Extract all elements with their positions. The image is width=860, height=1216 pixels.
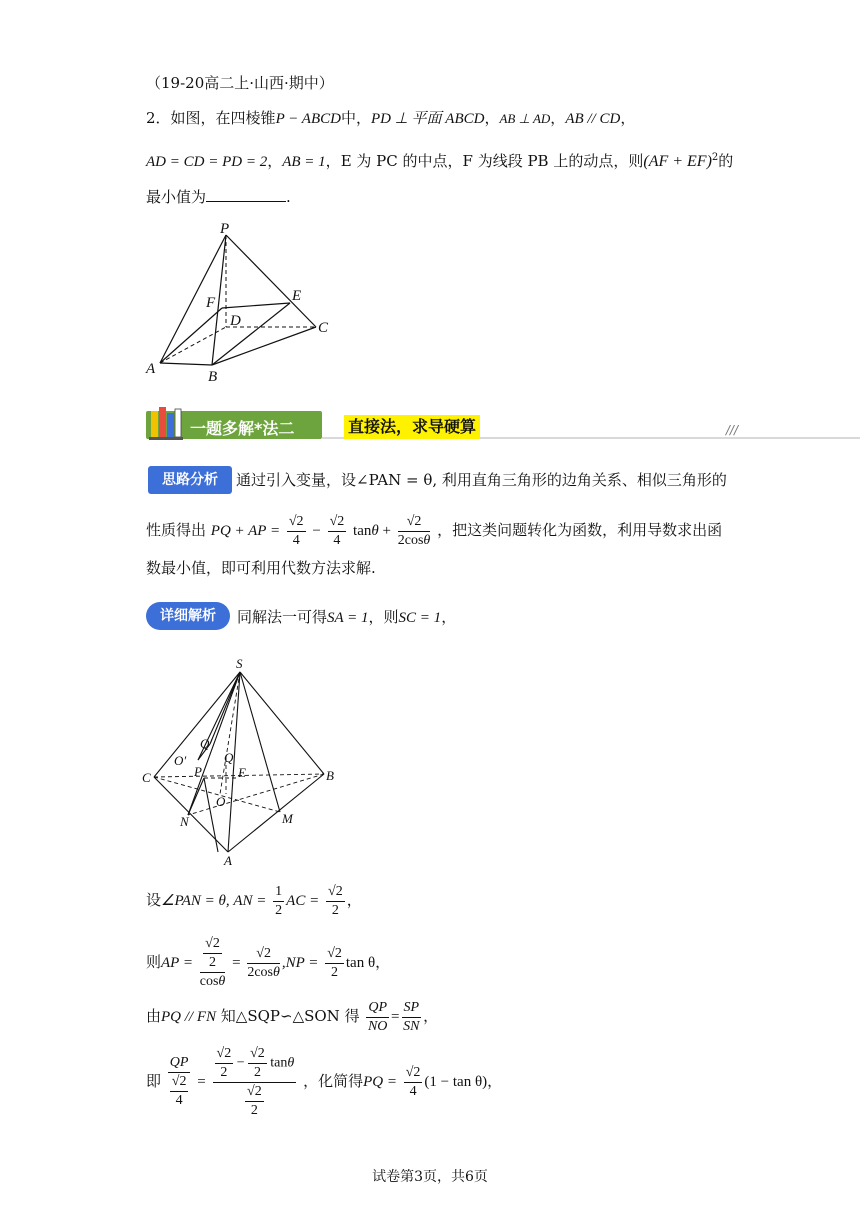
detail-sc: SC = 1 bbox=[398, 610, 442, 626]
edge-pn bbox=[188, 778, 204, 815]
label-c: C bbox=[318, 320, 329, 336]
label-b2: B bbox=[326, 768, 334, 783]
pyramid-figure-1 bbox=[140, 215, 340, 390]
label-e2: E bbox=[238, 765, 246, 780]
edge-be bbox=[212, 303, 290, 365]
label-q-prime: Q′ bbox=[200, 736, 213, 751]
q2-edef: E 为 PC 的中点， bbox=[340, 152, 463, 170]
s4-end: (1 − tan θ)， bbox=[424, 1074, 503, 1090]
q1-cond1: PD ⊥ 平面 ABCD bbox=[370, 111, 485, 127]
edge-bc bbox=[212, 327, 316, 365]
method-banner bbox=[146, 403, 738, 443]
step-2: 则AP = $\frac{\frac{√2}{2}}{\cos\theta}$ = $\frac{√2}{2\cos\theta}$ ,NP = $\frac{√2}{2}$ tan θ， bbox=[146, 936, 391, 989]
s1-prefix: 设 bbox=[146, 891, 162, 909]
analysis-line-3: 数最小值，即可利用代数方法求解. bbox=[146, 559, 376, 577]
q1-sep2: ， bbox=[550, 109, 566, 127]
label-f: F bbox=[206, 295, 216, 311]
banner-title: 一题多解*法二 bbox=[190, 419, 295, 438]
s4-prefix: 即 bbox=[146, 1072, 162, 1090]
s1-mid: AC = bbox=[286, 893, 320, 909]
label-b: B bbox=[208, 369, 218, 385]
detail-line-1 bbox=[237, 607, 456, 628]
label-o: O bbox=[216, 794, 226, 809]
label-q: Q bbox=[224, 750, 234, 765]
question-line-1 bbox=[146, 108, 635, 129]
detail-mid: ，则 bbox=[368, 608, 399, 626]
analysis-l2-suffix: ，把这类问题转化为函数，利用导数求出函 bbox=[437, 521, 723, 539]
question-number: 2． bbox=[146, 109, 171, 127]
banner-slashes: /// bbox=[725, 423, 738, 437]
label-n: N bbox=[180, 814, 189, 829]
detail-prefix: 同解法一可得 bbox=[237, 608, 328, 626]
page-footer: 试卷第3页，共6页 bbox=[372, 1169, 488, 1185]
label-o-prime: O′ bbox=[174, 753, 187, 768]
s4-mid: ，化简得 bbox=[303, 1072, 364, 1090]
detail-end: ， bbox=[441, 608, 457, 626]
analysis-tag: 思路分析 bbox=[148, 466, 232, 494]
detail-sa: SA = 1 bbox=[327, 610, 369, 626]
analysis-line-2: 性质得出 PQ + AP = $\frac{√2}{4}$ − $\frac{√2}{4}$ tanθ + $\frac{√2}{2\cos\theta}$ ，把这类问题转化为函数，利用导数求出函 bbox=[146, 513, 723, 548]
label-s: S bbox=[236, 656, 243, 671]
q2-expr: (AF + EF) bbox=[643, 153, 712, 170]
q1-end: ， bbox=[620, 109, 636, 127]
edge-ca bbox=[154, 777, 228, 852]
label-p: P bbox=[220, 221, 230, 237]
s4-res: PQ = bbox=[363, 1074, 397, 1090]
q3-period: . bbox=[286, 188, 291, 206]
edge-so2 bbox=[220, 672, 240, 794]
edge-sm bbox=[240, 672, 280, 812]
s2-np: ,NP = bbox=[281, 955, 319, 971]
q1-pyramid: P − ABCD bbox=[275, 111, 341, 127]
analysis-l2-prefix: 性质得出 bbox=[146, 521, 207, 539]
s2-end: tan θ， bbox=[345, 955, 391, 971]
s2-ap: AP = bbox=[161, 955, 193, 971]
q1-sep1: ， bbox=[484, 109, 500, 127]
q1-prefix: 如图，在四棱锥 bbox=[170, 109, 276, 127]
edge-ba bbox=[228, 774, 324, 852]
label-c2: C bbox=[142, 770, 151, 785]
edge-sb bbox=[240, 672, 324, 774]
s2-prefix: 则 bbox=[146, 953, 162, 971]
s1-expr: ∠PAN = θ, AN = bbox=[161, 893, 267, 909]
label-p2: P bbox=[194, 764, 202, 779]
s3-prefix: 由 bbox=[146, 1007, 162, 1025]
answer-blank[interactable] bbox=[206, 187, 286, 202]
q1-mid: 中， bbox=[340, 109, 371, 127]
step-4: 即 $\frac{QP}{\frac{√2}{4}}$ = $\frac{√2}{2}$ − $\frac{√2}{2}$ tanθ $\frac{√2}{2}$ ，化简得PQ = $\frac{√2}{4}$ (1 − tan θ)， bbox=[146, 1045, 503, 1118]
question-line-2 bbox=[146, 148, 733, 172]
label-a: A bbox=[146, 361, 156, 377]
q2-exp: 2 bbox=[711, 152, 719, 163]
q1-cond3: AB // CD bbox=[565, 111, 621, 127]
edge-bn bbox=[188, 774, 324, 815]
s3-end: ， bbox=[423, 1007, 439, 1025]
q1-cond2: AB ⊥ AD bbox=[499, 111, 551, 126]
step-3: 由PQ // FN 知△SQP∽△SON 得 $\frac{QP}{NO}$ = $\frac{SP}{SN}$ ， bbox=[146, 999, 439, 1034]
q2-fdef: F 为线段 PB 上的动点，则 bbox=[462, 152, 644, 170]
label-m: M bbox=[282, 811, 293, 826]
q2-sep2: ， bbox=[325, 152, 341, 170]
s1-end: ， bbox=[346, 891, 362, 909]
banner-subtitle: 直接法，求导硬算 bbox=[344, 415, 480, 439]
source-line: （19-20高二上·山西·期中） bbox=[146, 74, 334, 92]
question-line-3 bbox=[146, 187, 291, 207]
label-a2: A bbox=[224, 853, 232, 868]
s3-par: PQ // FN bbox=[161, 1009, 217, 1025]
edge-fe bbox=[222, 303, 290, 308]
q3-text: 最小值为 bbox=[146, 188, 207, 206]
s3-mid: 知△SQP∽△SON 得 bbox=[220, 1007, 360, 1025]
q2-eq2: AB = 1 bbox=[282, 154, 326, 170]
analysis-line-1: 通过引入变量，设∠PAN = θ, 利用直角三角形的边角关系、相似三角形的 bbox=[236, 471, 727, 489]
q2-end: 的 bbox=[718, 152, 734, 170]
step-1: 设∠PAN = θ, AN = $\frac{1}{2}$ AC = $\frac{√2}{2}$ ， bbox=[146, 883, 362, 918]
label-d: D bbox=[230, 313, 241, 329]
label-e: E bbox=[292, 288, 302, 304]
edge-pa2 bbox=[204, 778, 218, 852]
edge-pa bbox=[160, 235, 226, 363]
q2-eq1: AD = CD = PD = 2 bbox=[146, 154, 268, 170]
edge-ab bbox=[160, 363, 212, 365]
analysis-l2-lhs: PQ + AP = bbox=[210, 523, 281, 539]
solid-figure-2 bbox=[138, 652, 348, 870]
q2-sep1: ， bbox=[267, 152, 283, 170]
books-icon bbox=[148, 405, 186, 443]
detail-tag: 详细解析 bbox=[146, 602, 230, 630]
